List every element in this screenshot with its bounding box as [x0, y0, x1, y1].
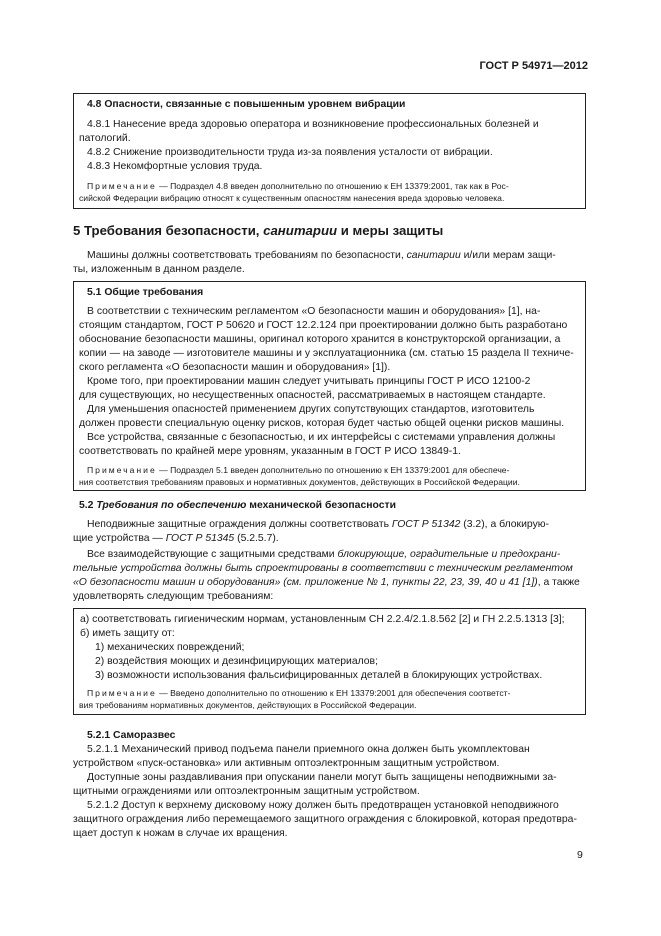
text-italic: блокирующие, оградительные и предохрани-: [337, 549, 561, 560]
section-4-8-title: 4.8 Опасности, связанные с повышенным уровнем вибрации: [87, 99, 406, 110]
text-italic: ГОСТ Р 51345: [165, 533, 235, 544]
text-italic: ГОСТ Р 51342: [391, 519, 461, 530]
note-5-1-line1: [87, 464, 509, 476]
section-5-1-title: 5.1 Общие требования: [87, 287, 204, 298]
item-4-8-2: 4.8.2 Снижение производительности труда из-за появления усталости от вибрации.: [87, 147, 493, 158]
requirement-b2: 2) воздействия моющих и дезинфицирующих материалов;: [95, 656, 378, 667]
para-5-1-1-l5: ского регламента «О безопасности машин и оборудования» [1]).: [79, 362, 391, 373]
para-5-2-1-1-l2: устройством «пуск-остановка» или активным оптоэлектронным защитным устройством.: [73, 758, 500, 769]
text-part: щие устройства —: [73, 533, 166, 544]
note-5-1-line2: ния соответствия требованиям правовых и нормативных документов, действующих в Российской Федерации.: [79, 477, 520, 487]
requirement-b: б) иметь защиту от:: [80, 628, 175, 639]
para-5-2-1-1b-l2: щитными ограждениями или оптоэлектронным защитным устройством.: [73, 786, 420, 797]
note-4-8-line2: сийской Федерации вибрацию относят к существенным опасностям нанесения вреда здоровью человека.: [79, 193, 505, 203]
para-5-2-2-l1: [87, 548, 560, 562]
text-part-end: (5.2.5.7).: [234, 533, 279, 544]
heading-part-end: и меры защиты: [337, 223, 444, 238]
note-label: Примечание: [87, 688, 157, 698]
document-code: ГОСТ Р 54971—2012: [479, 60, 588, 72]
text-part: Неподвижные защитные ограждения должны соответствовать: [87, 519, 392, 530]
note-text: — Подраздел 4.8 введен дополнительно по отношению к ЕН 13379:2001, так как в Рос-: [156, 181, 509, 191]
page-number: 9: [577, 849, 583, 861]
para-5-1-3-l2: должен провести специальную оценку рисков, которая будет частью общей оценки рисков машины.: [79, 418, 565, 429]
requirement-b3: 3) возможности использования фальсифицированных деталей в блокирующих устройствах.: [95, 670, 543, 681]
para-5-2-2-l4: удовлетворять следующим требованиям:: [73, 591, 274, 602]
text-part-end: (3.2), а блокирую-: [460, 519, 550, 530]
section-5-2-title: [79, 499, 396, 513]
para-5-1-1-l4: копии — на заводе — изготовителе машины и у эксплуатационника (см. статью 15 раздела II техниче-: [79, 348, 574, 359]
text-part: Все взаимодействующие с защитными средствами: [87, 549, 338, 560]
heading-italic: санитарии: [263, 223, 338, 238]
section-5-intro-line2: ты, изложенным в данном разделе.: [73, 264, 245, 275]
title-end: механической безопасности: [246, 500, 396, 511]
text-part: Машины должны соответствовать требованиям по безопасности,: [87, 250, 407, 261]
para-5-2-1-1b-l1: Доступные зоны раздавливания при опускании панели могут быть защищены неподвижными за-: [87, 772, 557, 783]
section-5-intro-line1: [87, 249, 556, 263]
para-5-1-1-l1: В соответствии с техническим регламентом «О безопасности машин и оборудования» [1], на-: [87, 306, 541, 317]
para-5-2-1-2-l2: защитного ограждения либо перемещаемого защитного ограждения с блокировкой, которая предотвра-: [73, 814, 577, 825]
note-text: — Введено дополнительно по отношению к ЕН 13379:2001 для обеспечения соответст-: [156, 688, 511, 698]
para-5-2-1-l1: [87, 518, 549, 532]
section-5-2-1-title: 5.2.1 Саморазвес: [87, 730, 176, 741]
note-label: Примечание: [87, 465, 157, 475]
heading-part: 5 Требования безопасности,: [73, 223, 264, 238]
para-5-1-1-l3: обоснование безопасности машины, оригинал которого хранится в конструкторской организации, а: [79, 334, 561, 345]
item-4-8-1: 4.8.1 Нанесение вреда здоровью оператора и возникновение профессиональных болезней и: [87, 119, 539, 130]
title-italic: Требования по обеспечению: [96, 500, 247, 511]
para-5-1-2-l2: для существующих, но несущественных опасностей, рассматриваемых в настоящем стандарте.: [79, 390, 546, 401]
para-5-1-4-l2: соответствовать по крайней мере уровням, указанным в ГОСТ Р ИСО 13849-1.: [79, 446, 461, 457]
note-text: — Подраздел 5.1 введен дополнительно по отношению к ЕН 13379:2001 для обеспече-: [156, 465, 510, 475]
text-part-end: и/или мерам защи-: [460, 250, 556, 261]
para-5-2-1-2-l1: 5.2.1.2 Доступ к верхнему дисковому ножу должен быть предотвращен установкой неподвижного: [87, 800, 559, 811]
requirement-a: а) соответствовать гигиеническим нормам, установленным СН 2.2.4/2.1.8.562 [2] и ГН 2.2.5.1313 [3];: [80, 614, 565, 625]
para-5-1-3-l1: Для уменьшения опасностей применением других сопутствующих стандартов, изготовитель: [87, 404, 535, 415]
note-5-2-line1: [87, 687, 510, 699]
requirement-b1: 1) механических повреждений;: [95, 642, 245, 653]
para-5-2-2-l3: [73, 576, 580, 590]
para-5-2-1-2-l3: щает доступ к ножам в случае их вращения.: [73, 828, 288, 839]
text-italic: «О безопасности машин и оборудования» (см. приложение № 1, пункты 22, 23, 39, 40 и 41 [1]): [73, 577, 538, 588]
title-num: 5.2: [79, 500, 97, 511]
item-4-8-1-cont: патологий.: [79, 133, 131, 144]
note-label: Примечание: [87, 181, 157, 191]
para-5-2-2-l2: тельные устройства должны быть спроектированы в соответствии с техническим регламентом: [73, 563, 573, 574]
para-5-1-4-l1: Все устройства, связанные с безопасностью, и их интерфейсы с системами управления должны: [87, 432, 556, 443]
text-part-end: , а также: [537, 577, 580, 588]
para-5-2-1-1-l1: 5.2.1.1 Механический привод подъема панели приемного окна должен быть укомплектован: [87, 744, 530, 755]
para-5-1-1-l2: стоящим стандартом, ГОСТ Р 50620 и ГОСТ 12.2.124 при проектировании должно быть разработано: [79, 320, 568, 331]
section-5-heading: [73, 223, 443, 238]
note-4-8-line1: [87, 180, 509, 192]
item-4-8-3: 4.8.3 Некомфортные условия труда.: [87, 161, 263, 172]
para-5-1-2-l1: Кроме того, при проектировании машин следует учитывать принципы ГОСТ Р ИСО 12100-2: [87, 376, 531, 387]
note-5-2-line2: вия требованиям нормативных документов, действующих в Российской Федерации.: [79, 700, 417, 710]
text-italic: санитарии: [406, 250, 461, 261]
para-5-2-1-l2: [73, 532, 279, 546]
